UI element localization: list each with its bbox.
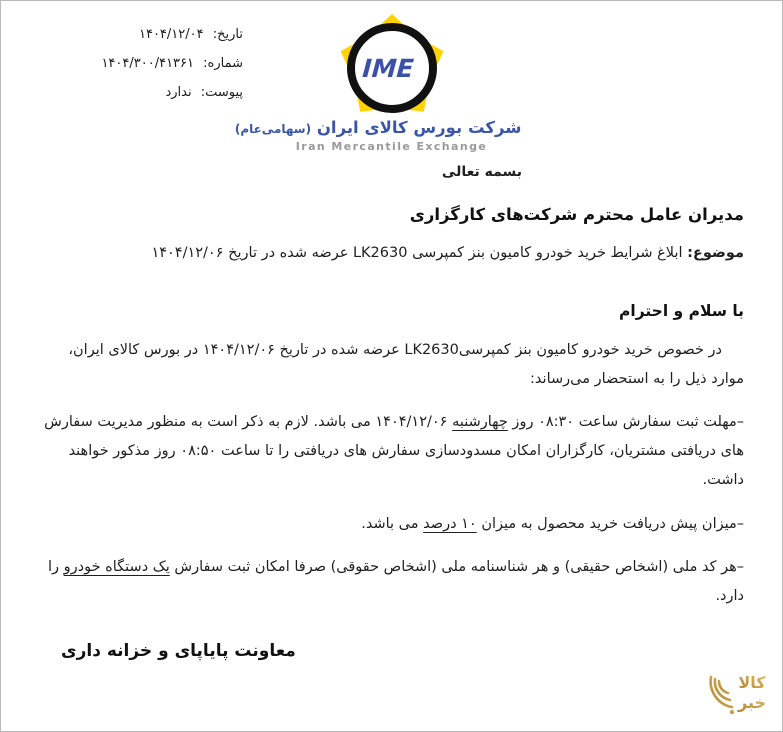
number-row (35, 56, 243, 71)
attachment-row (35, 85, 243, 100)
letter-meta-block (35, 27, 243, 114)
recipient-line: مدیران عامل محترم شرکت‌های کارگزاری (409, 205, 744, 224)
date-label: تاریخ: (212, 27, 243, 42)
bullet-item-limit (39, 553, 744, 611)
bullet-item-prepayment (39, 510, 744, 539)
number-label: شماره: (203, 56, 243, 71)
text-segment: –میزان پیش دریافت خرید محصول به میزان (476, 515, 744, 532)
attachment-value: ندارد (165, 85, 192, 100)
ime-monogram: IME (360, 54, 415, 83)
org-name-en: Iran Mercantile Exchange (295, 140, 488, 153)
text-segment: ۱۴۰۴/۱۲/۰۶ می باشد. لازم به ذکر است به منظور مدیریت سفارش های دریافتی مشتریان، کارگزاران امکان مسدودسازی سفارش های دریافتی را تا ساعت ۰۸:۵۰ روز مذکور خواهند داشت. (44, 414, 744, 489)
text-segment: –مهلت ثبت سفارش ساعت ۰۸:۳۰ روز (507, 414, 744, 431)
salutation-line: با سلام و احترام (619, 302, 744, 321)
attachment-label: پیوست: (200, 85, 243, 100)
intro-paragraph: در خصوص خرید خودرو کامیون بنز کمپرسی‏LK2630 عرضه شده در تاریخ ۱۴۰۴/۱۲/۰۶ در بورس کالای ایران، موارد ذیل را به استحضار می‌رساند: (68, 341, 744, 387)
subject-line (39, 241, 744, 266)
watermark-word1: کالا (738, 673, 766, 692)
org-name-fa-text: شرکت بورس کالای ایران (316, 118, 522, 137)
text-segment: می باشد. (361, 515, 424, 532)
underlined-phrase: ۱۰ درصد (423, 515, 477, 532)
subject-label: موضوع: (687, 244, 744, 261)
letter-body (39, 164, 744, 626)
ime-logo (234, 13, 522, 153)
text-segment: را دارد. (47, 559, 744, 605)
number-value: ۱۴۰۴/۳۰۰/۴۱۳۶۱ (101, 56, 195, 71)
besmele-text: بسمه تعالی (441, 164, 522, 180)
underlined-phrase: چهارشنبه (452, 414, 508, 431)
org-type-fa-text: (سهامی‌عام) (234, 122, 312, 136)
signature-title: معاونت پایاپای و خزانه داری (61, 641, 296, 661)
bullet-item-deadline (39, 408, 744, 495)
text-segment: –هر کد ملی (اشخاص حقیقی) و هر شناسنامه ملی (اشخاص حقوقی) صرفا امکان ثبت سفارش (169, 559, 744, 576)
org-name-fa (234, 118, 522, 137)
watermark-word2: خبر (737, 693, 767, 712)
underlined-phrase: یک دستگاه خودرو (63, 559, 170, 576)
date-value: ۱۴۰۴/۱۲/۰۴ (138, 27, 204, 42)
kalakhabar-watermark-icon (694, 663, 778, 725)
ime-logo-icon (327, 13, 457, 117)
date-row (35, 27, 243, 42)
subject-text: ابلاغ شرایط خرید خودرو کامیون بنز کمپرسی LK2630 عرضه شده در تاریخ ۱۴۰۴/۱۲/۰۶ (151, 244, 683, 261)
